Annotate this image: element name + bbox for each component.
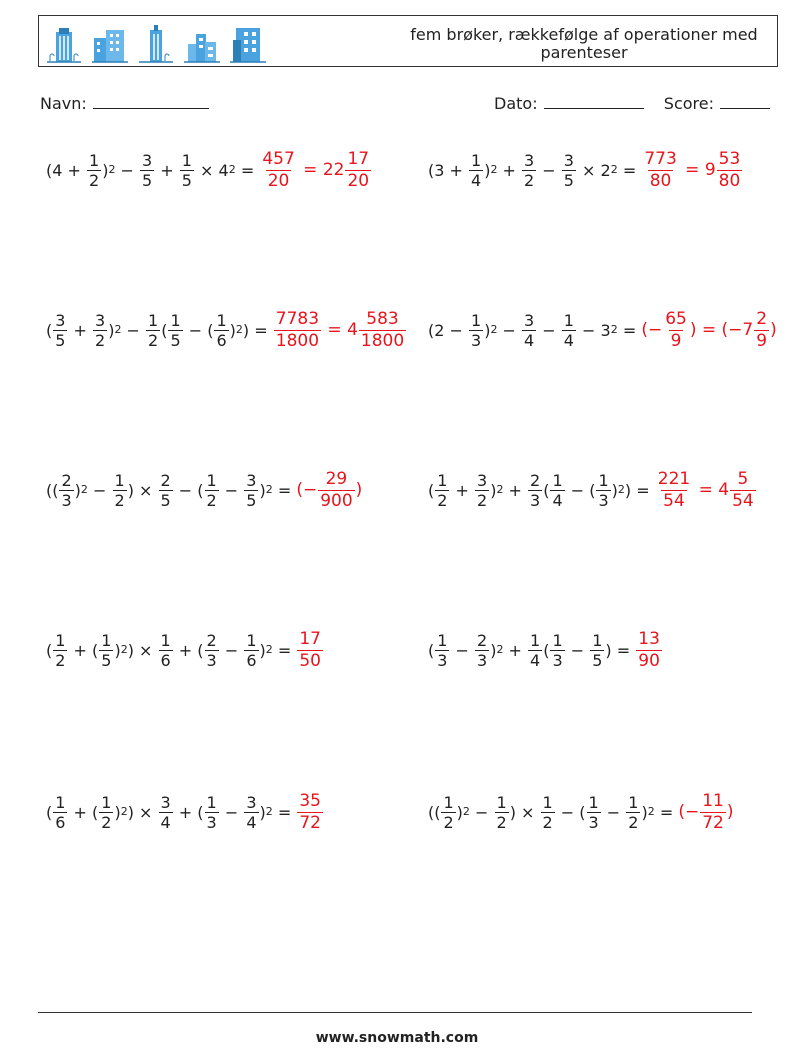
- numerator: 3: [477, 470, 488, 490]
- numerator: 2: [61, 470, 72, 490]
- fraction: [656, 469, 692, 512]
- expr-text: −: [219, 802, 244, 822]
- expr-text: ): [259, 640, 266, 660]
- expr-text: ) ×: [127, 480, 158, 500]
- expr-text: (: [543, 480, 550, 500]
- fraction: [562, 311, 576, 350]
- fraction: [53, 631, 67, 670]
- numerator: 1: [206, 792, 217, 812]
- numerator: 1: [148, 310, 159, 330]
- worksheet-header: [38, 15, 778, 67]
- expr-text: − (: [173, 480, 204, 500]
- numerator: 1: [437, 470, 448, 490]
- numerator: 1: [552, 630, 563, 650]
- problem: (3 + $\frac{1}{4}$ ) 2 + $\frac{3}{2}$ − $\frac{3}{5}$ × 2 2 = $\frac{773}{80}$ = 9 $\frac{53}{80}$: [428, 146, 743, 194]
- denominator: 80: [718, 170, 741, 191]
- expr-text: (2 −: [428, 320, 468, 340]
- numerator: 773: [644, 148, 677, 169]
- expr-text: −: [219, 640, 244, 660]
- expr-text: −: [601, 802, 626, 822]
- denominator: 5: [592, 650, 603, 670]
- expr-text: ): [490, 640, 497, 660]
- numerator: 1: [530, 630, 541, 650]
- problem: (2 − $\frac{1}{3}$ ) 2 − $\frac{3}{4}$ − $\frac{1}{4}$ − 3 2 = (− $\frac{65}{9}$ ) = (−7 $\frac{2}{9}$ ): [428, 308, 777, 351]
- expr-text: −: [450, 640, 475, 660]
- denominator: 2: [443, 812, 454, 832]
- fraction: [205, 793, 219, 832]
- header-icons: [45, 22, 267, 64]
- numerator: 1: [55, 792, 66, 812]
- denominator: 50: [299, 650, 321, 671]
- expr-text: (: [46, 640, 53, 660]
- expr-text: +: [450, 480, 475, 500]
- denominator: 72: [299, 812, 321, 833]
- numerator: 1: [55, 630, 66, 650]
- numerator: 3: [95, 310, 106, 330]
- fraction: [754, 309, 769, 352]
- fraction: [522, 311, 536, 350]
- fraction: [596, 471, 610, 510]
- expr-text: =: [654, 802, 679, 822]
- denominator: 5: [142, 170, 153, 190]
- problem: ( $\frac{1}{6}$ + ( $\frac{1}{2}$ ) 2 ) × $\frac{3}{4}$ + ( $\frac{1}{3}$ − $\frac{3}{4}$ ) 2 = $\frac{35}{72}$: [46, 788, 324, 836]
- fraction: [562, 151, 576, 190]
- numerator: 1: [216, 310, 227, 330]
- expr-text: + (: [68, 640, 99, 660]
- fraction: [260, 149, 296, 192]
- answer: [296, 791, 324, 834]
- expr-text: =: [272, 640, 297, 660]
- numerator: 1: [592, 630, 603, 650]
- expr-text: ) =: [605, 640, 636, 660]
- fraction: [244, 793, 258, 832]
- expr-text: (: [46, 320, 53, 340]
- fraction: [87, 151, 101, 190]
- answer: [635, 629, 663, 672]
- expr-text: −: [121, 320, 146, 340]
- fraction: [180, 151, 194, 190]
- expr-text: ((: [428, 802, 441, 822]
- expr-text: ) ×: [127, 640, 158, 660]
- numerator: 53: [718, 148, 741, 169]
- denominator: 4: [530, 650, 541, 670]
- fraction: [441, 793, 455, 832]
- expr-text: (: [428, 640, 435, 660]
- score-blank[interactable]: [720, 94, 770, 109]
- fraction: [244, 631, 258, 670]
- expr-text: (4 +: [46, 160, 86, 180]
- fraction: [214, 311, 228, 350]
- fraction: [53, 793, 67, 832]
- answer: [296, 469, 362, 512]
- denominator: 2: [206, 490, 217, 510]
- expr-text: =: [272, 802, 297, 822]
- answer: [296, 629, 324, 672]
- numerator: 7783: [275, 308, 320, 329]
- date-score-fields: [494, 94, 770, 113]
- fraction: [717, 149, 743, 192]
- expr-text: −: [537, 160, 561, 180]
- fraction: [297, 629, 323, 672]
- fraction: [700, 791, 726, 834]
- expr-text: ): [355, 480, 363, 500]
- expr-text: ): [114, 802, 121, 822]
- numerator: 2: [530, 470, 541, 490]
- numerator: 1: [496, 792, 507, 812]
- fraction: [59, 471, 73, 510]
- denominator: 6: [160, 650, 171, 670]
- problem: ( $\frac{3}{5}$ + $\frac{3}{2}$ ) 2 − $\frac{1}{2}$ ( $\frac{1}{5}$ − ( $\frac{1}{6}$ ) 2 ) = $\frac{7783}{1800}$ = 4 $\frac{583}{1800}$: [46, 306, 407, 354]
- expr-text: −: [497, 320, 522, 340]
- numerator: 457: [262, 148, 295, 169]
- numerator: 35: [299, 790, 321, 811]
- fraction: [93, 311, 107, 350]
- denominator: 900: [320, 490, 353, 511]
- denominator: 2: [114, 490, 125, 510]
- numerator: 11: [702, 790, 724, 811]
- fraction: [435, 471, 449, 510]
- numerator: 1: [588, 792, 599, 812]
- fraction: [528, 631, 542, 670]
- numerator: 3: [142, 150, 153, 170]
- denominator: 3: [206, 812, 217, 832]
- denominator: 2: [89, 170, 100, 190]
- expr-text: =: [617, 160, 642, 180]
- denominator: 3: [437, 650, 448, 670]
- denominator: 1800: [360, 330, 405, 351]
- fraction: [159, 793, 173, 832]
- building-icon: [183, 24, 221, 64]
- fraction: [469, 311, 483, 350]
- expr-text: ) ×: [127, 802, 158, 822]
- numerator: 13: [638, 628, 660, 649]
- numerator: 3: [563, 150, 574, 170]
- fraction: [274, 309, 321, 352]
- fraction: [345, 149, 371, 192]
- fraction: [475, 471, 489, 510]
- numerator: 65: [665, 308, 687, 329]
- fraction: [642, 149, 678, 192]
- expr-text: =: [235, 160, 260, 180]
- expr-text: = 9: [679, 160, 716, 180]
- expr-text: ): [726, 802, 734, 822]
- expr-text: − 3: [576, 320, 611, 340]
- denominator: 3: [530, 490, 541, 510]
- numerator: 1: [471, 150, 482, 170]
- denominator: 3: [477, 650, 488, 670]
- numerator: 1: [628, 792, 639, 812]
- problem: ( $\frac{1}{3}$ − $\frac{2}{3}$ ) 2 + $\frac{1}{4}$ ( $\frac{1}{3}$ − $\frac{1}{5}$ ) = $\frac{13}{90}$: [428, 626, 663, 674]
- fraction: [297, 791, 323, 834]
- numerator: 1: [598, 470, 609, 490]
- numerator: 583: [366, 308, 399, 329]
- expr-text: (: [428, 480, 435, 500]
- expr-text: −: [537, 320, 561, 340]
- name-blank[interactable]: [93, 94, 209, 109]
- denominator: 4: [160, 812, 171, 832]
- score-label: Score:: [663, 94, 714, 113]
- expr-text: +: [503, 480, 528, 500]
- fraction: [99, 631, 113, 670]
- fraction: [159, 471, 173, 510]
- denominator: 6: [55, 812, 66, 832]
- denominator: 3: [588, 812, 599, 832]
- denominator: 3: [598, 490, 609, 510]
- numerator: 1: [101, 792, 112, 812]
- fraction: [359, 309, 406, 352]
- answer: [259, 149, 372, 192]
- fraction: [244, 471, 258, 510]
- expr-text: (: [543, 640, 550, 660]
- problem: ( $\frac{1}{2}$ + ( $\frac{1}{5}$ ) 2 ) × $\frac{1}{6}$ + ( $\frac{2}{3}$ − $\frac{1}{6}$ ) 2 = $\frac{17}{50}$: [46, 626, 324, 674]
- numerator: 17: [347, 148, 370, 169]
- fraction: [318, 469, 354, 512]
- expr-text: −: [469, 802, 494, 822]
- expr-text: ): [484, 160, 491, 180]
- denominator: 3: [552, 650, 563, 670]
- denominator: 6: [216, 330, 227, 350]
- fraction: [475, 631, 489, 670]
- building-icon: [45, 24, 83, 64]
- building-icon: [91, 24, 129, 64]
- numerator: 221: [657, 468, 691, 489]
- fraction: [528, 471, 542, 510]
- expr-text: +: [497, 160, 522, 180]
- expr-text: − (: [555, 802, 586, 822]
- footer-divider: [38, 1012, 752, 1013]
- fraction: [590, 631, 604, 670]
- denominator: 90: [638, 650, 660, 671]
- denominator: 3: [61, 490, 72, 510]
- denominator: 1800: [275, 330, 320, 351]
- expr-text: − (: [183, 320, 214, 340]
- denominator: 2: [542, 812, 553, 832]
- fraction: [636, 629, 662, 672]
- denominator: 2: [628, 812, 639, 832]
- denominator: 4: [471, 170, 482, 190]
- fraction: [205, 631, 219, 670]
- expr-text: = 4: [322, 320, 358, 340]
- fraction: [626, 793, 640, 832]
- denominator: 3: [471, 330, 482, 350]
- numerator: 2: [477, 630, 488, 650]
- expr-text: = 4: [693, 480, 730, 500]
- expr-text: ): [484, 320, 491, 340]
- footer-url: www.snowmath.com: [315, 1030, 479, 1046]
- expr-text: (−: [641, 320, 663, 340]
- fraction: [587, 793, 601, 832]
- expr-text: ): [611, 480, 618, 500]
- date-blank[interactable]: [544, 94, 644, 109]
- numerator: 17: [299, 628, 321, 649]
- expr-text: ): [74, 480, 81, 500]
- fraction: [205, 471, 219, 510]
- expr-text: − (: [565, 480, 596, 500]
- numerator: 1: [437, 630, 448, 650]
- expr-text: +: [68, 320, 93, 340]
- name-label: Navn:: [40, 94, 87, 113]
- expr-text: +: [503, 640, 528, 660]
- answer: [641, 309, 776, 352]
- building-icon: [229, 24, 267, 64]
- expr-text: ): [490, 480, 497, 500]
- answer: [655, 469, 757, 512]
- numerator: 1: [542, 792, 553, 812]
- denominator: 2: [437, 490, 448, 510]
- denominator: 2: [496, 812, 507, 832]
- denominator: 20: [347, 170, 370, 191]
- problem: (( $\frac{2}{3}$ ) 2 − $\frac{1}{2}$ ) × $\frac{2}{5}$ − ( $\frac{1}{2}$ − $\frac{3}{5}$ ) 2 = (− $\frac{29}{900}$ ): [46, 468, 363, 511]
- fraction: [522, 151, 536, 190]
- fraction: [541, 793, 555, 832]
- expr-text: × 4: [194, 160, 229, 180]
- denominator: 2: [55, 650, 66, 670]
- fraction: [99, 793, 113, 832]
- denominator: 5: [101, 650, 112, 670]
- expr-text: (−: [296, 480, 318, 500]
- numerator: 1: [206, 470, 217, 490]
- numerator: 3: [524, 310, 535, 330]
- expr-text: (: [46, 802, 53, 822]
- expr-text: + (: [68, 802, 99, 822]
- numerator: 1: [114, 470, 125, 490]
- denominator: 54: [732, 490, 754, 511]
- expr-text: + (: [173, 802, 204, 822]
- expr-text: −: [115, 160, 140, 180]
- fraction: [435, 631, 449, 670]
- numerator: 1: [443, 792, 454, 812]
- numerator: 1: [246, 630, 257, 650]
- fraction: [159, 631, 173, 670]
- expr-text: −: [87, 480, 112, 500]
- numerator: 29: [325, 468, 348, 489]
- fraction: [146, 311, 160, 350]
- expr-text: + (: [173, 640, 204, 660]
- denominator: 4: [524, 330, 535, 350]
- numerator: 1: [552, 470, 563, 490]
- numerator: 1: [563, 310, 574, 330]
- problem: (( $\frac{1}{2}$ ) 2 − $\frac{1}{2}$ ) × $\frac{1}{2}$ − ( $\frac{1}{3}$ − $\frac{1}{2}$ ) 2 = (− $\frac{11}{72}$ ): [428, 790, 734, 833]
- denominator: 5: [55, 330, 66, 350]
- denominator: 80: [649, 170, 672, 191]
- expr-text: =: [617, 320, 642, 340]
- denominator: 2: [477, 490, 488, 510]
- denominator: 2: [524, 170, 535, 190]
- expr-text: ((: [46, 480, 59, 500]
- numerator: 2: [160, 470, 171, 490]
- answer: [678, 791, 733, 834]
- expr-text: =: [272, 480, 297, 500]
- expr-text: ): [102, 160, 109, 180]
- expr-text: (: [161, 320, 168, 340]
- expr-text: (−: [678, 802, 700, 822]
- expr-text: (3 +: [428, 160, 468, 180]
- expr-text: ): [770, 320, 777, 340]
- denominator: 6: [246, 650, 257, 670]
- numerator: 1: [160, 630, 171, 650]
- numerator: 5: [737, 468, 749, 489]
- fraction: [469, 151, 483, 190]
- denominator: 5: [160, 490, 171, 510]
- denominator: 2: [95, 330, 106, 350]
- numerator: 1: [89, 150, 100, 170]
- fraction: [168, 311, 182, 350]
- numerator: 3: [246, 792, 257, 812]
- numerator: 2: [756, 308, 768, 329]
- denominator: 9: [756, 330, 768, 351]
- denominator: 4: [563, 330, 574, 350]
- problem: (4 + $\frac{1}{2}$ ) 2 − $\frac{3}{5}$ + $\frac{1}{5}$ × 4 2 = $\frac{457}{20}$ = 22 $\frac{17}{20}$: [46, 146, 372, 194]
- expr-text: × 2: [576, 160, 611, 180]
- numerator: 1: [471, 310, 482, 330]
- name-field: [40, 94, 209, 113]
- denominator: 4: [246, 812, 257, 832]
- numerator: 3: [246, 470, 257, 490]
- expr-text: ): [259, 802, 266, 822]
- worksheet-title: fem brøker, rækkefølge af operationer med parenteser: [410, 25, 758, 62]
- expr-text: ): [641, 802, 648, 822]
- denominator: 4: [552, 490, 563, 510]
- fraction: [550, 631, 564, 670]
- numerator: 3: [160, 792, 171, 812]
- denominator: 5: [246, 490, 257, 510]
- answer: [273, 309, 407, 352]
- denominator: 3: [206, 650, 217, 670]
- fraction: [663, 309, 689, 352]
- expr-text: +: [155, 160, 179, 180]
- expr-text: ): [259, 480, 266, 500]
- denominator: 54: [663, 490, 685, 511]
- fraction: [113, 471, 127, 510]
- denominator: 2: [148, 330, 159, 350]
- expr-text: ): [456, 802, 463, 822]
- fraction: [53, 311, 67, 350]
- expr-text: ): [229, 320, 236, 340]
- answer: [641, 149, 743, 192]
- expr-text: ) = (−7: [689, 320, 754, 340]
- expr-text: ): [108, 320, 115, 340]
- expr-text: −: [219, 480, 244, 500]
- denominator: 20: [267, 170, 290, 191]
- denominator: 9: [670, 330, 682, 351]
- fraction: [495, 793, 509, 832]
- numerator: 1: [101, 630, 112, 650]
- numerator: 3: [524, 150, 535, 170]
- denominator: 2: [101, 812, 112, 832]
- date-label: Dato:: [494, 94, 538, 113]
- denominator: 5: [181, 170, 192, 190]
- numerator: 3: [55, 310, 66, 330]
- fraction: [730, 469, 756, 512]
- expr-text: −: [565, 640, 590, 660]
- expr-text: ) =: [624, 480, 655, 500]
- numerator: 2: [206, 630, 217, 650]
- expr-text: = 22: [297, 160, 345, 180]
- denominator: 72: [702, 812, 724, 833]
- fraction: [140, 151, 154, 190]
- numerator: 1: [170, 310, 181, 330]
- building-icon: [137, 24, 175, 64]
- expr-text: ) =: [242, 320, 273, 340]
- denominator: 5: [563, 170, 574, 190]
- numerator: 1: [181, 150, 192, 170]
- expr-text: ): [114, 640, 121, 660]
- fraction: [550, 471, 564, 510]
- problem: ( $\frac{1}{2}$ + $\frac{3}{2}$ ) 2 + $\frac{2}{3}$ ( $\frac{1}{4}$ − ( $\frac{1}{3}$ ) 2 ) = $\frac{221}{54}$ = 4 $\frac{5}{54}$: [428, 466, 757, 514]
- expr-text: ) ×: [509, 802, 540, 822]
- denominator: 5: [170, 330, 181, 350]
